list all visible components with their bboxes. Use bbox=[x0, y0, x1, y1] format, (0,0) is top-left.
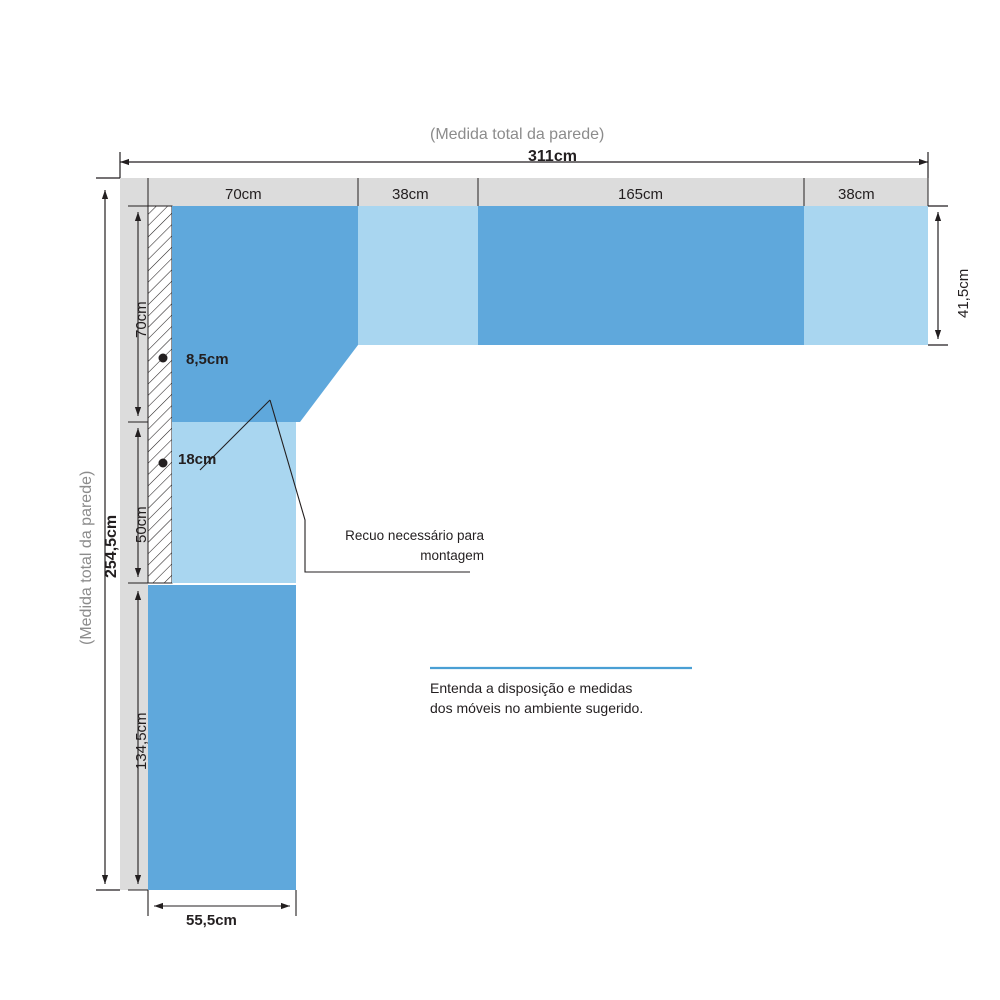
callout-b-label: 18cm bbox=[178, 451, 217, 468]
block-corner-top-left bbox=[172, 206, 358, 422]
furniture-blocks bbox=[148, 206, 928, 890]
top-seg-label-1: 70cm bbox=[225, 186, 262, 203]
bottom-width-label: 55,5cm bbox=[186, 912, 237, 929]
block-134 bbox=[148, 585, 296, 890]
callout-note-line2: montagem bbox=[420, 548, 484, 564]
left-wall-total: 254,5cm bbox=[103, 514, 120, 578]
footer-line2: dos móveis no ambiente sugerido. bbox=[430, 700, 644, 717]
footer-line1: Entenda a disposição e medidas bbox=[430, 680, 633, 696]
block-38-left bbox=[358, 206, 478, 345]
top-wall-title: (Medida total da parede) bbox=[430, 126, 605, 143]
top-seg-label-2: 38cm bbox=[392, 186, 429, 203]
left-seg-label-2: 50cm bbox=[133, 506, 150, 543]
callout-a-label: 8,5cm bbox=[186, 351, 229, 368]
left-wall-title: (Medida total da parede) bbox=[78, 470, 95, 645]
callout-note-line1: Recuo necessário para bbox=[345, 528, 484, 543]
left-seg-label-1: 70cm bbox=[133, 301, 150, 338]
top-wall-total: 311cm bbox=[528, 148, 577, 165]
block-38-right bbox=[804, 206, 928, 345]
block-50 bbox=[172, 422, 296, 583]
dim-right-height bbox=[928, 206, 948, 345]
top-seg-label-4: 38cm bbox=[838, 186, 875, 203]
left-seg-label-3: 134,5cm bbox=[133, 712, 150, 770]
right-height-label: 41,5cm bbox=[955, 268, 972, 318]
recess-hatch bbox=[148, 206, 172, 583]
top-seg-label-3: 165cm bbox=[618, 186, 664, 203]
block-165 bbox=[478, 206, 804, 345]
dim-top-total bbox=[120, 152, 928, 178]
